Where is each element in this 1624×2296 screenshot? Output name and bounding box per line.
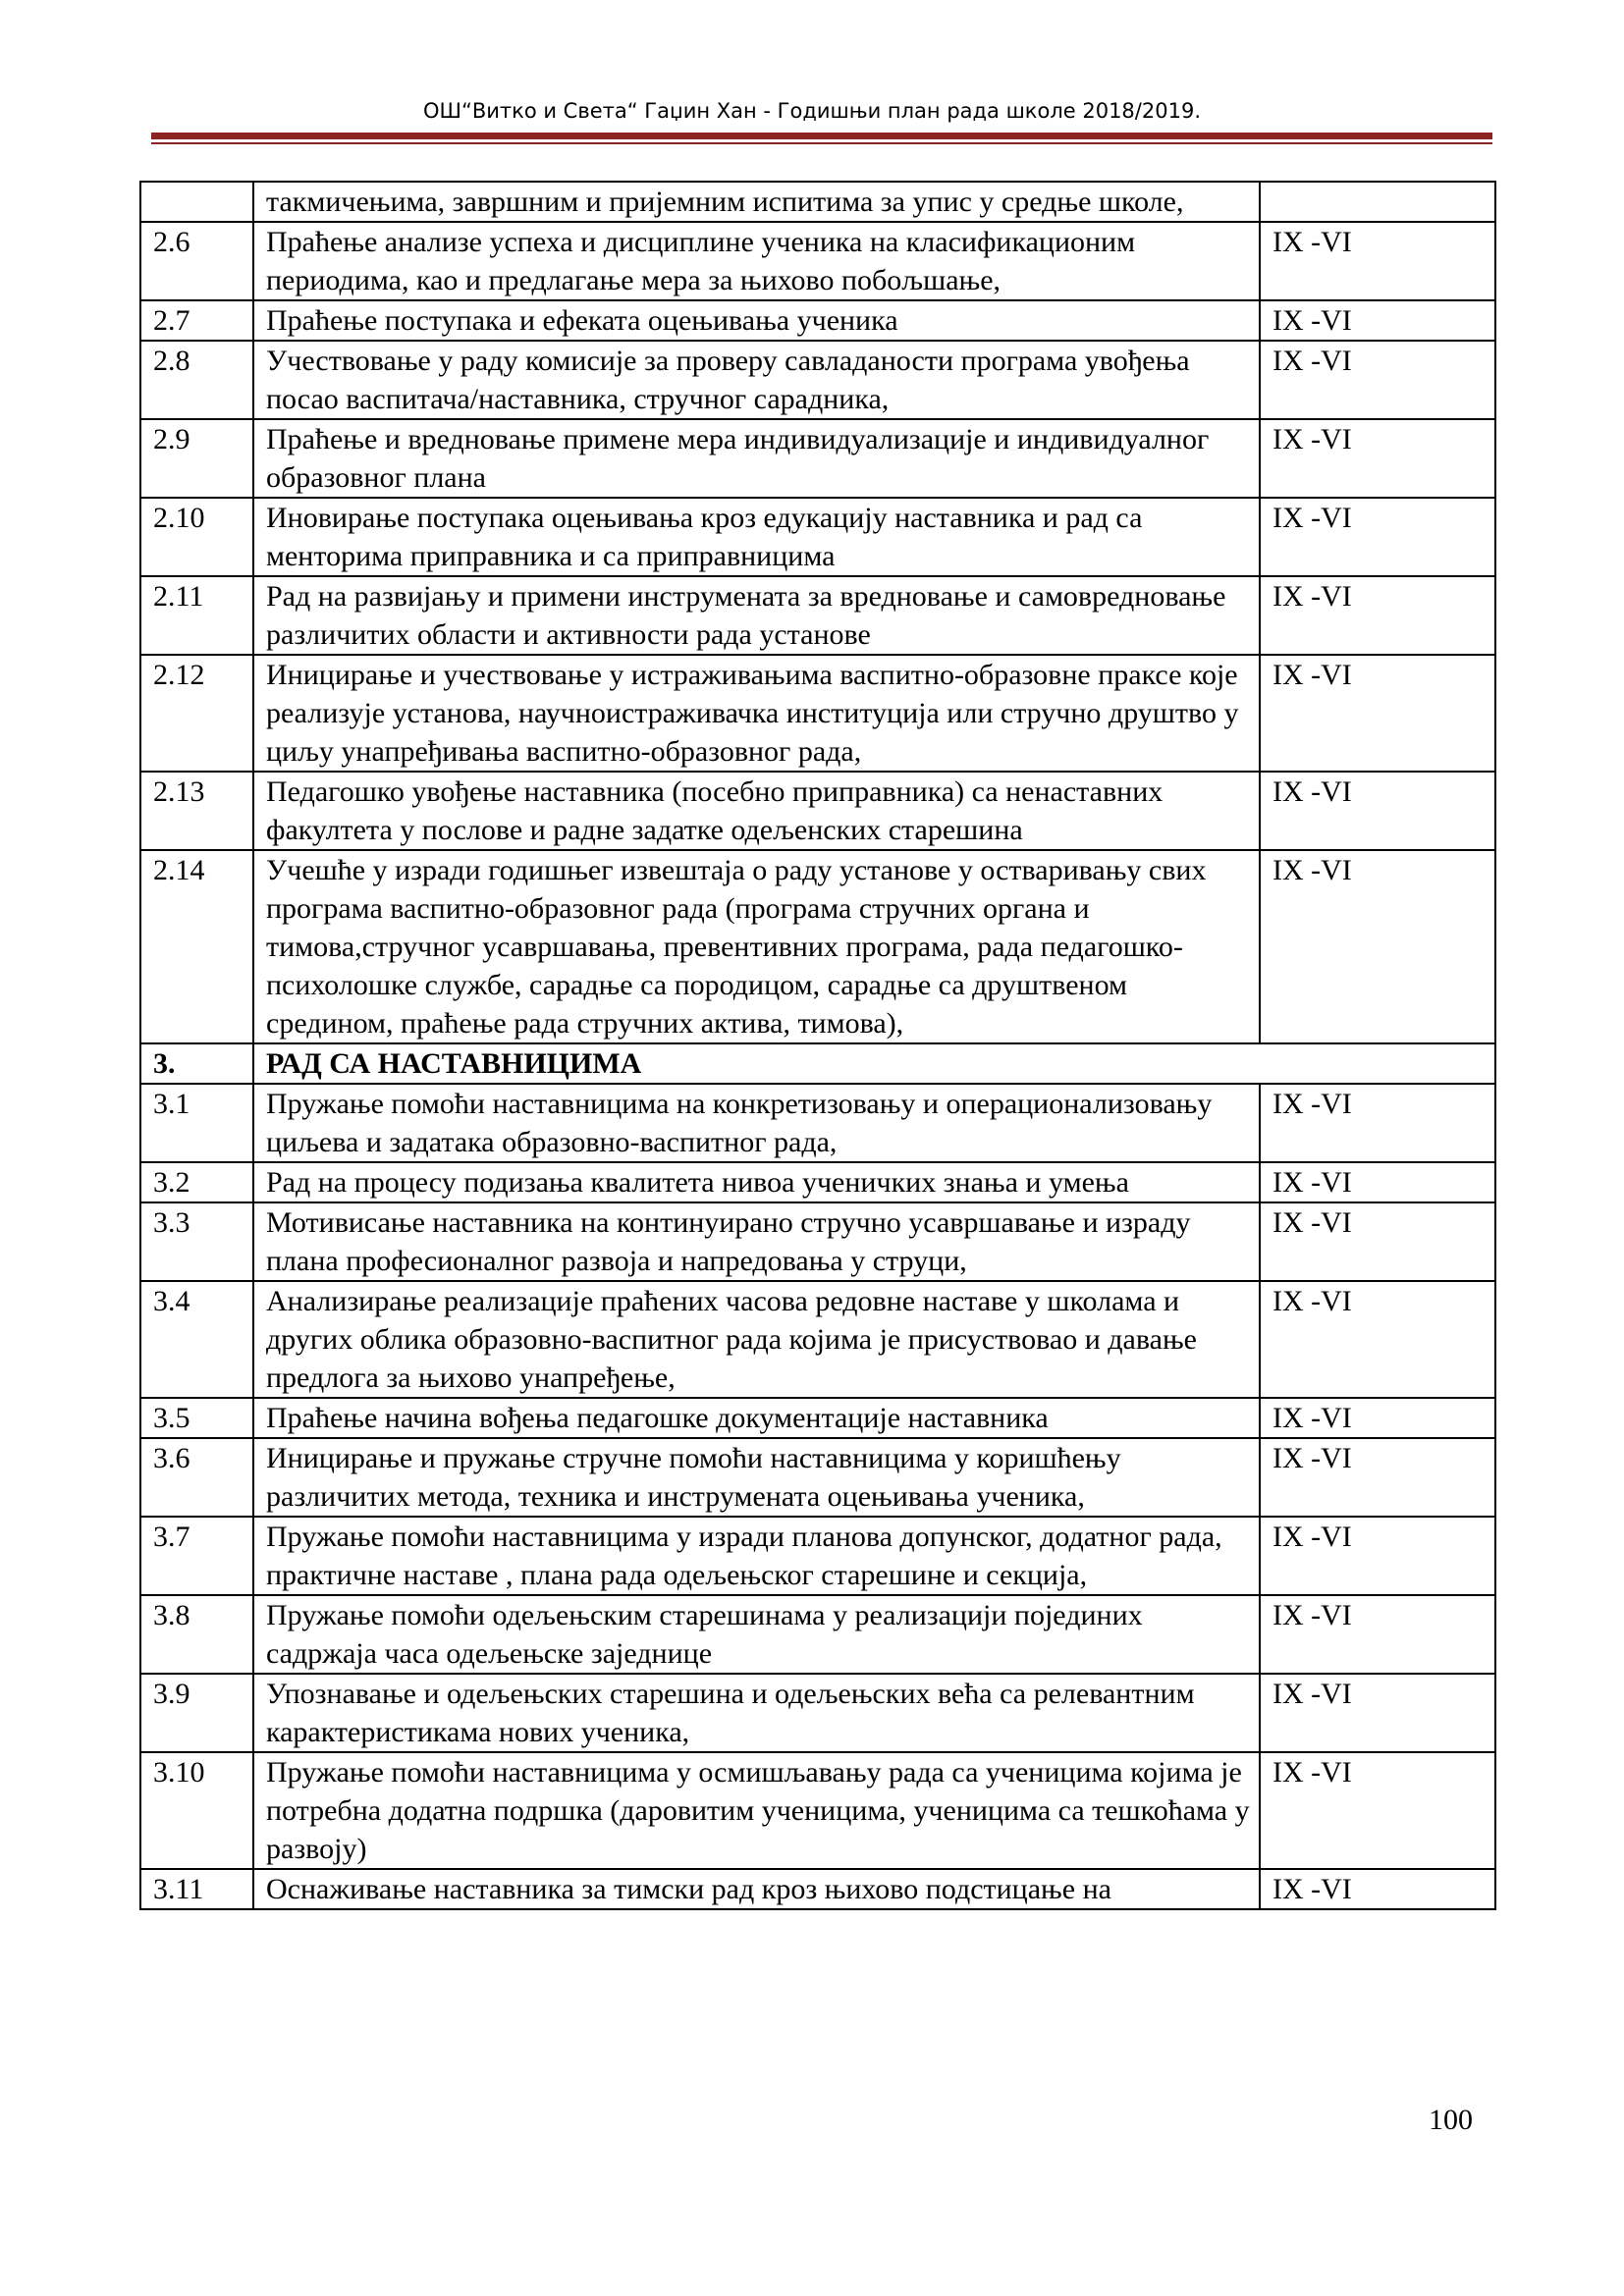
activity-description: Праћење начина вођења педагошке документације наставника (253, 1398, 1260, 1438)
activity-description: Учествовање у раду комисије за проверу савладаности програма увођења посао васпитача/наставника, стручног сарадника, (253, 341, 1260, 419)
activity-period: IX -VI (1260, 850, 1495, 1043)
row-number: 3.4 (140, 1281, 253, 1398)
row-number (140, 182, 253, 222)
row-number: 2.7 (140, 300, 253, 341)
activity-description: Пружање помоћи наставницима на конкретизовању и операционализовању циљева и задатака образовно-васпитног рада, (253, 1084, 1260, 1162)
page-number: 100 (1429, 2104, 1473, 2136)
row-number: 2.11 (140, 576, 253, 655)
activity-description: Иницирање и пружање стручне помоћи наставницима у коришћењу различитих метода, техника и инструмената оцењивања ученика, (253, 1438, 1260, 1517)
activity-period: IX -VI (1260, 300, 1495, 341)
row-number: 3.2 (140, 1162, 253, 1202)
row-number: 3.5 (140, 1398, 253, 1438)
table-row (140, 850, 1495, 1043)
activity-description: Иницирање и учествовање у истраживањима васпитно-образовне праксе које реализује установа, научноистраживачка институција или стручно друштво у циљу унапређивања васпитно-образовног рада, (253, 655, 1260, 772)
activity-description: Рад на процесу подизања квалитета нивоа ученичких знања и умења (253, 1162, 1260, 1202)
row-number: 3. (140, 1043, 253, 1084)
activity-period: IX -VI (1260, 1281, 1495, 1398)
table-row (140, 222, 1495, 300)
table-row (140, 498, 1495, 576)
activity-period: IX -VI (1260, 1595, 1495, 1674)
row-number: 2.14 (140, 850, 253, 1043)
activity-period: IX -VI (1260, 498, 1495, 576)
activity-description: Праћење и вредновање примене мера индивидуализације и индивидуалног образовног плана (253, 419, 1260, 498)
row-number: 3.9 (140, 1674, 253, 1752)
page-header-title: ОШ“Витко и Света“ Гаџин Хан - Годишњи план рада школе 2018/2019. (423, 99, 1201, 123)
activity-description: такмичењима, завршним и пријемним испитима за упис у средње школе, (253, 182, 1260, 222)
activity-description: Праћење анализе успеха и дисциплине ученика на класификационим периодима, као и предлагање мера за њихово побољшање, (253, 222, 1260, 300)
header-rule (151, 133, 1492, 139)
activity-description: Упознавање и одељењских старешина и одељењских већа са релевантним карактеристикама нових ученика, (253, 1674, 1260, 1752)
plan-table-body (140, 182, 1495, 1909)
activity-period: IX -VI (1260, 772, 1495, 850)
activity-period: IX -VI (1260, 576, 1495, 655)
activity-period: IX -VI (1260, 655, 1495, 772)
row-number: 2.10 (140, 498, 253, 576)
table-row (140, 341, 1495, 419)
activity-period: IX -VI (1260, 222, 1495, 300)
header-rule-thin (151, 142, 1492, 144)
activity-plan-table (139, 181, 1496, 1910)
table-row (140, 1398, 1495, 1438)
activity-period (1260, 182, 1495, 222)
row-number: 3.7 (140, 1517, 253, 1595)
row-number: 2.9 (140, 419, 253, 498)
row-number: 3.6 (140, 1438, 253, 1517)
table-row (140, 1281, 1495, 1398)
activity-description: Педагошко увођење наставника (посебно приправника) са ненаставних факултета у послове и радне задатке одељенских старешина (253, 772, 1260, 850)
activity-period: IX -VI (1260, 419, 1495, 498)
activity-description: Иновирање поступака оцењивања кроз едукацију наставника и рад са менторима приправника и са приправницима (253, 498, 1260, 576)
table-row (140, 655, 1495, 772)
activity-period: IX -VI (1260, 341, 1495, 419)
activity-description: Мотивисање наставника на континуирано стручно усавршавање и израду плана професионалног развоја и напредовања у струци, (253, 1202, 1260, 1281)
row-number: 2.8 (140, 341, 253, 419)
activity-description: Оснаживање наставника за тимски рад кроз њихово подстицање на (253, 1869, 1260, 1909)
activity-description: Пружање помоћи наставницима у изради планова допунског, додатног рада, практичне наставе , плана рада одељењског старешине и секција, (253, 1517, 1260, 1595)
activity-period: IX -VI (1260, 1674, 1495, 1752)
activity-period: IX -VI (1260, 1202, 1495, 1281)
row-number: 3.10 (140, 1752, 253, 1869)
table-row (140, 419, 1495, 498)
activity-description: Праћење поступака и ефеката оцењивања ученика (253, 300, 1260, 341)
activity-period: IX -VI (1260, 1752, 1495, 1869)
table-row (140, 1869, 1495, 1909)
table-row (140, 1752, 1495, 1869)
activity-description: Рад на развијању и примени инструмената за вредновање и самовредновање различитих области и активности рада установе (253, 576, 1260, 655)
activity-description: Учешће у изради годишњег извештаја о раду установе у остваривању свих програма васпитно-образовног рада (програма стручних органа и тимова,стручног усавршавања, превентивних програма, рада педагошко-психолошке службе, сарадње са породицом, сарадње са друштвеном средином, праћење рада стручних актива, тимова), (253, 850, 1260, 1043)
table-row (140, 182, 1495, 222)
table-row (140, 1084, 1495, 1162)
row-number: 2.12 (140, 655, 253, 772)
table-row (140, 1595, 1495, 1674)
table-row (140, 576, 1495, 655)
table-row (140, 1202, 1495, 1281)
activity-description: Анализирање реализације праћених часова редовне наставе у школама и других облика образовно-васпитног рада којима је присуствовао и давање предлога за њихово унапређење, (253, 1281, 1260, 1398)
row-number: 3.1 (140, 1084, 253, 1162)
table-row (140, 772, 1495, 850)
activity-period: IX -VI (1260, 1398, 1495, 1438)
activity-period: IX -VI (1260, 1162, 1495, 1202)
section-row (140, 1043, 1495, 1084)
row-number: 2.13 (140, 772, 253, 850)
activity-period: IX -VI (1260, 1869, 1495, 1909)
table-row (140, 1438, 1495, 1517)
row-number: 2.6 (140, 222, 253, 300)
table-row (140, 1517, 1495, 1595)
table-row (140, 1674, 1495, 1752)
activity-description: Пружање помоћи одељењским старешинама у реализацији појединих садржаја часа одељењске заједнице (253, 1595, 1260, 1674)
table-row (140, 1162, 1495, 1202)
activity-description: Пружање помоћи наставницима у осмишљавању рада са ученицима којима је потребна додатна подршка (даровитим ученицима, ученицима са тешкоћама у развоју) (253, 1752, 1260, 1869)
row-number: 3.3 (140, 1202, 253, 1281)
table-row (140, 300, 1495, 341)
activity-period: IX -VI (1260, 1438, 1495, 1517)
row-number: 3.8 (140, 1595, 253, 1674)
section-title: РАД СА НАСТАВНИЦИМА (253, 1043, 1495, 1084)
row-number: 3.11 (140, 1869, 253, 1909)
activity-period: IX -VI (1260, 1084, 1495, 1162)
activity-period: IX -VI (1260, 1517, 1495, 1595)
